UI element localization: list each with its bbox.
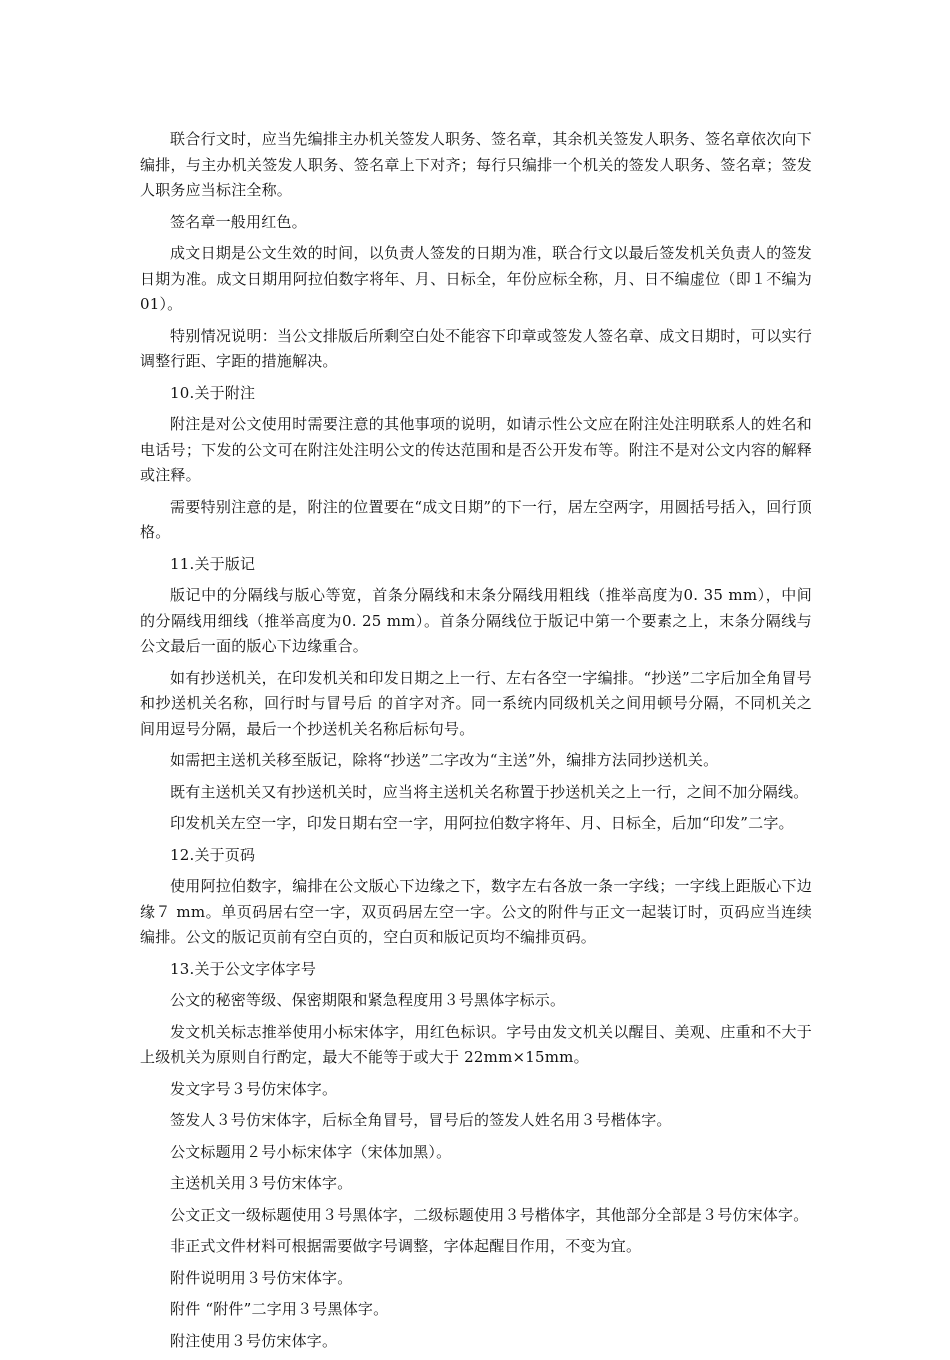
section-heading-12: 12.关于页码 bbox=[170, 845, 256, 864]
paragraph-special-case: 特别情况说明：当公文排版后所剩空白处不能容下印章或签发人签名章、成文日期时，可以实行调整行距、字距的措施解决。 bbox=[140, 326, 812, 370]
paragraph-joint-issuance: 联合行文时，应当先编排主办机关签发人职务、签名章，其余机关签发人职务、签名章依次向下编排，与主办机关签发人职务、签名章上下对齐；每行只编排一个机关的签发人职务、签名章；签发人职务应当标注全称。 bbox=[140, 130, 812, 199]
paragraph-annotation-definition: 附注是对公文使用时需要注意的其他事项的说明，如请示性公文应在附注处注明联系人的姓名和电话号；下发的公文可在附注处注明公文的传达范围和是否公开发布等。附注不是对公文内容的解释或注释。 bbox=[140, 415, 812, 484]
paragraph-both-recipients: 既有主送机关又有抄送机关时，应当将主送机关名称置于抄送机关之上一行，之间不加分隔线。 bbox=[170, 782, 809, 801]
paragraph-font-body-headings: 公文正文一级标题使用３号黑体字，二级标题使用３号楷体字，其他部分全部是３号仿宋体字。 bbox=[170, 1205, 809, 1224]
paragraph-font-title: 公文标题用２号小标宋体字（宋体加黑）。 bbox=[170, 1142, 452, 1161]
paragraph-font-issuer-mark: 发文机关标志推举使用小标宋体字，用红色标识。字号由发文机关以醒目、美观、庄重和不大于上级机关为原则自行酌定，最大不能等于或大于 22mm×15mm。 bbox=[140, 1022, 812, 1066]
section-heading-10: 10.关于附注 bbox=[170, 383, 256, 402]
paragraph-font-doc-number: 发文字号３号仿宋体字。 bbox=[170, 1079, 338, 1098]
paragraph-font-annotation: 附注使用３号仿宋体字。 bbox=[170, 1331, 338, 1350]
paragraph-annotation-position: 需要特别注意的是，附注的位置要在“成文日期”的下一行，居左空两字，用圆括号括入，回行顶格。 bbox=[140, 497, 812, 541]
paragraph-font-main-recipient: 主送机关用３号仿宋体字。 bbox=[170, 1174, 353, 1192]
paragraph-seal-color: 签名章一般用红色。 bbox=[170, 212, 307, 231]
paragraph-font-informal: 非正式文件材料可根据需要做字号调整，字体起醒目作用，不变为宜。 bbox=[170, 1237, 642, 1255]
paragraph-issue-date: 成文日期是公文生效的时间，以负责人签发的日期为准，联合行文以最后签发机关负责人的签发日期为准。成文日期用阿拉伯数字将年、月、日标全，年份应标全称，月、日不编虚位（即１不编为01）。 bbox=[140, 244, 812, 313]
paragraph-main-recipient: 如需把主送机关移至版记，除将“抄送”二字改为“主送”外，编排方法同抄送机关。 bbox=[170, 751, 719, 769]
section-heading-11: 11.关于版记 bbox=[170, 554, 256, 573]
document-page bbox=[140, 127, 812, 1360]
paragraph-printing-agency: 印发机关左空一字，印发日期右空一字，用阿拉伯数字将年、月、日标全，后加“印发”二字。 bbox=[170, 814, 794, 832]
paragraph-font-signer: 签发人３号仿宋体字，后标全角冒号，冒号后的签发人姓名用３号楷体字。 bbox=[170, 1111, 672, 1129]
paragraph-font-attachment-note: 附件说明用３号仿宋体字。 bbox=[170, 1268, 353, 1287]
paragraph-separator-lines: 版记中的分隔线与版心等宽，首条分隔线和末条分隔线用粗线（推举高度为0. 35 mm），中间的分隔线用细线（推举高度为0. 25 mm）。首条分隔线位于版记中第一个要素之上，末条分隔线与公文最后一面的版心下边缘重合。 bbox=[140, 586, 812, 655]
paragraph-page-numbers: 使用阿拉伯数字，编排在公文版心下边缘之下，数字左右各放一条一字线；一字线上距版心下边缘７ mm。单页码居右空一字，双页码居左空一字。公文的附件与正文一起装订时，页码应当连续编排。公文的版记页前有空白页的，空白页和版记页均不编排页码。 bbox=[140, 877, 812, 946]
section-heading-13: 13.关于公文字体字号 bbox=[170, 959, 317, 978]
paragraph-font-secrecy: 公文的秘密等级、保密期限和紧急程度用３号黑体字标示。 bbox=[170, 991, 566, 1009]
paragraph-cc-agencies: 如有抄送机关，在印发机关和印发日期之上一行、左右各空一字编排。“抄送”二字后加全角冒号和抄送机关名称，回行时与冒号后 的首字对齐。同一系统内同级机关之间用顿号分隔，不同机关之间用逗号分隔，最后一个抄送机关名称后标句号。 bbox=[140, 668, 812, 738]
paragraph-font-attachment-word: 附件 “附件”二字用３号黑体字。 bbox=[170, 1300, 389, 1318]
